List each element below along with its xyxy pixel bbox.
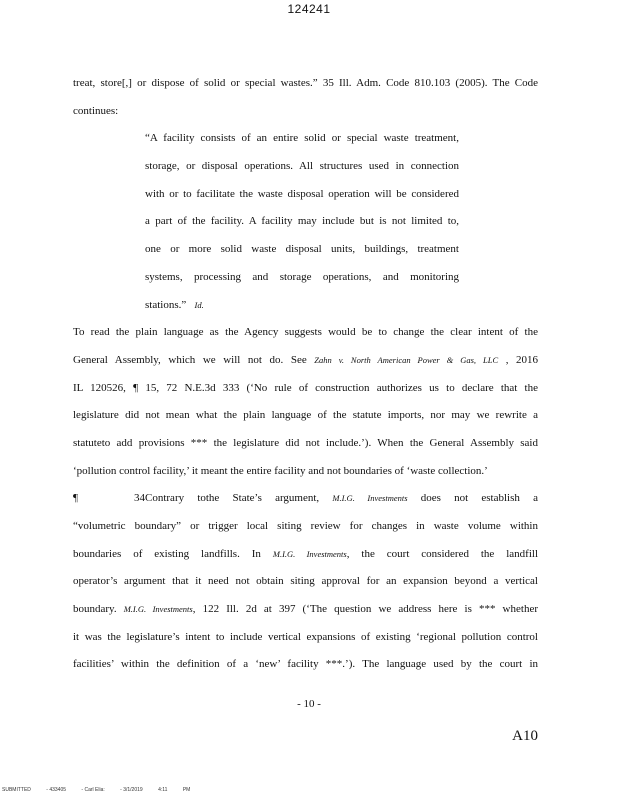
block-quote (73, 125, 538, 319)
stamp-ampm: PM (182, 787, 191, 793)
text-line: operator’s argument that it need not obtain siting approval for an expansion beyond a vertical (73, 575, 538, 588)
text-line (73, 347, 538, 375)
text-segment: , the court considered the landfill (346, 547, 539, 560)
text-line: facilities’ within the definition of a ‘new’ facility ***.’). The language used by the court in (73, 658, 538, 671)
text-line: legislature did not mean what the plain language of the statute imports, nor may we rewrite a (73, 409, 538, 422)
text-line: To read the plain language as the Agency suggests would be to change the clear intent of the (73, 326, 538, 339)
text-line: ‘pollution control facility,’ it meant the entire facility and not boundaries of ‘waste collection.’ (73, 464, 488, 477)
stamp-status: SUBMITTED (2, 787, 31, 793)
quote-line: systems, processing and storage operations, and monitoring (145, 270, 459, 283)
stamp-time: 4:11 (158, 787, 168, 793)
stamp-clerk: - Carl Elia: (81, 787, 105, 793)
text-line (73, 541, 538, 569)
text-line: “volumetric boundary” or trigger local siting review for changes in waste volume within (73, 520, 538, 532)
text-segment: , 122 Ill. 2d at 397 (‘The question we address here is *** whether (192, 603, 538, 616)
text-segment: boundary. (73, 603, 117, 616)
case-citation: M.I.G. Investments (272, 548, 347, 559)
text-segment: General Assembly, which we will not do. See (73, 353, 307, 366)
case-citation: Zahn v. North American Power & Gas, LLC (314, 354, 499, 365)
text-segment: , 2016 (505, 353, 539, 366)
text-line: continues: (73, 104, 119, 117)
quote-line: with or to facilitate the waste disposal operation will be considered (145, 187, 459, 200)
stamp-id: - 433405 (46, 787, 67, 793)
text-line (73, 485, 538, 513)
text-segment: Contrary tothe State’s argument, (145, 492, 320, 505)
exhibit-label: A10 (512, 728, 538, 744)
document-body (73, 70, 538, 679)
quote-line: storage, or disposal operations. All structures used in connection (145, 160, 459, 173)
text-segment: boundaries of existing landfills. In (73, 547, 261, 560)
text-segment: does not establish a (420, 492, 538, 505)
stamp-date: - 3/1/2019 (120, 787, 143, 793)
text-line: it was the legislature’s intent to include vertical expansions of existing ‘regional pollution control (73, 630, 538, 643)
quote-line-final (73, 292, 459, 320)
text-line: treat, store[,] or dispose of solid or special wastes.” 35 Ill. Adm. Code 810.103 (2005). The Code (73, 77, 538, 89)
text-line: statuteto add provisions *** the legislature did not include.’). When the General Assembly said (73, 436, 538, 449)
quote-end-text: stations.” (145, 298, 187, 311)
text-line: IL 120526, ¶ 15, 72 N.E.3d 333 (‘No rule of construction authorizes us to declare that the (73, 381, 538, 394)
quote-line: “A facility consists of an entire solid or special waste treatment, (145, 132, 459, 145)
page-number: - 10 - (297, 698, 321, 710)
quote-line: a part of the facility. A facility may include but is not limited to, (145, 215, 459, 228)
paragraph-number: ¶ 34 (73, 492, 145, 505)
case-citation: M.I.G. Investments (123, 604, 193, 615)
filing-stamp (2, 787, 204, 793)
document-number: 124241 (287, 2, 331, 16)
text-line (73, 596, 538, 624)
case-citation: M.I.G. Investments (332, 493, 408, 504)
quote-line: one or more solid waste disposal units, buildings, treatment (145, 243, 459, 256)
quote-citation: Id. (194, 299, 204, 310)
